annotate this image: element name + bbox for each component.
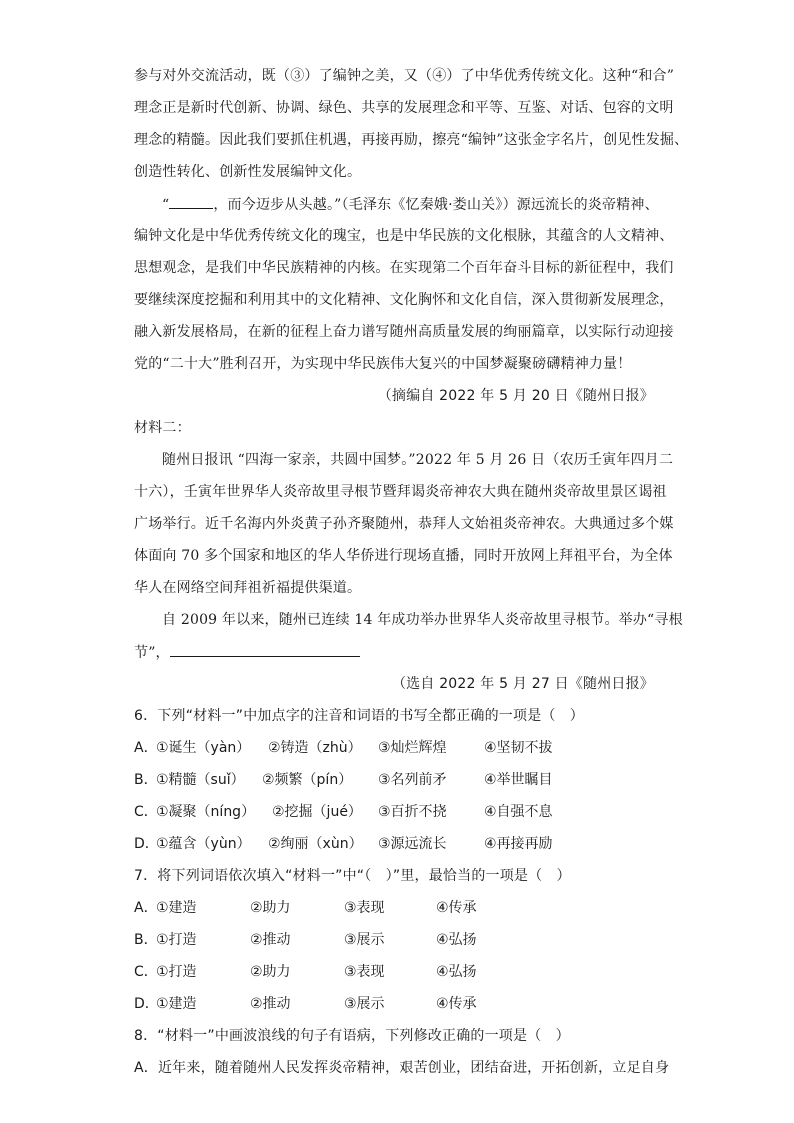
option-item: ②绚丽（xùn） xyxy=(268,836,363,852)
question-7-stem: 7．将下列词语依次填入“材料一”中“（ ）”里，最恰当的一项是（ ） xyxy=(134,868,571,884)
option-item: ④举世瞩目 xyxy=(484,772,553,788)
question-8-stem: 8．“材料一”中画波浪线的句子有语病，下列修改正确的一项是（ ） xyxy=(134,1028,570,1044)
material2-p1-line: 广场举行。近千名海内外炎黄子孙齐聚随州，恭拜人文始祖炎帝神农。大典通过多个媒 xyxy=(134,516,674,532)
material2-p1-line: 十六），壬寅年世界华人炎帝故里寻根节暨拜谒炎帝神农大典在随州炎帝故里景区谒祖 xyxy=(134,484,667,500)
option-letter: B． xyxy=(134,772,158,788)
option-item: ①蕴含（yùn） xyxy=(156,836,251,852)
material1-p2-line: 要继续深度挖掘和利用其中的文化精神、文化胸怀和文化自信，深入贯彻新发展理念， xyxy=(134,292,674,308)
option-item: ②铸造（zhù） xyxy=(268,740,362,756)
open-quote: “ xyxy=(162,197,170,213)
material1-p1-line: 理念正是新时代创新、协调、绿色、共享的发展理念和平等、互鉴、对话、包容的文明 xyxy=(134,100,674,116)
option-item: ②推动 xyxy=(250,932,291,948)
option-item: ①建造 xyxy=(156,900,197,916)
material2-p1-line: 体面向 70 多个国家和地区的华人华侨进行现场直播，同时开放网上拜祖平台，为全体 xyxy=(134,548,673,564)
option-item: ④坚韧不拔 xyxy=(484,740,553,756)
material2-heading: 材料二： xyxy=(134,420,191,436)
option-item: ④传承 xyxy=(436,996,477,1012)
option-item: ④弘扬 xyxy=(436,964,477,980)
option-letter: A． xyxy=(134,740,158,756)
material2-p2-line xyxy=(134,642,674,663)
option-item: ③表现 xyxy=(344,964,385,980)
option-item: ③名列前矛 xyxy=(378,772,447,788)
option-item: ④自强不息 xyxy=(484,804,553,820)
option-item: ②推动 xyxy=(250,996,291,1012)
material2-p2-line: 自 2009 年以来，随州已连续 14 年成功举办世界华人炎帝故里寻根节。举办“寻根 xyxy=(162,612,683,628)
option-item: ③百折不挠 xyxy=(378,804,447,820)
material2-p1-line: 华人在网络空间拜祖祈福提供渠道。 xyxy=(134,580,362,596)
material1-p1-line: 创造性转化、创新性发展编钟文化。 xyxy=(134,164,362,180)
option-item: ①凝聚（níng） xyxy=(156,804,256,820)
material1-p2-line: 编钟文化是中华优秀传统文化的瑰宝，也是中华民族的文化根脉，其蕴含的人文精神、 xyxy=(134,228,674,244)
option-item: ①打造 xyxy=(156,964,197,980)
option-letter: B． xyxy=(134,932,158,948)
material1-p2-line: 融入新发展格局，在新的征程上奋力谱写随州高质量发展的绚丽篇章，以实际行动迎接 xyxy=(134,324,674,340)
option-item: ③展示 xyxy=(344,996,385,1012)
option-item: ④弘扬 xyxy=(436,932,477,948)
answer-blank[interactable] xyxy=(170,642,360,657)
option-item: ③灿烂辉煌 xyxy=(378,740,447,756)
question-6-stem: 6．下列“材料一”中加点字的注音和词语的书写全都正确的一项是（ ） xyxy=(134,708,585,724)
option-item: ③源远流长 xyxy=(378,836,447,852)
poem-line-rest: ，而今迈步从头越。”（毛泽东《忆秦娥·娄山关》）源远流长的炎帝精神、 xyxy=(213,197,659,213)
option-item: ②挖掘（jué） xyxy=(272,804,362,820)
option-letter: D． xyxy=(134,996,159,1012)
option-item: ①诞生（yàn） xyxy=(156,740,251,756)
material1-p1-line: 参与对外交流活动，既（③）了编钟之美，又（④）了中华优秀传统文化。这种“和合” xyxy=(134,68,675,84)
material1-p2-line: 党的“二十大”胜利召开，为实现中华民族伟大复兴的中国梦凝聚磅礴精神力量！ xyxy=(134,356,632,372)
material1-source: （摘编自 2022 年 5 月 20 日《随州日报》 xyxy=(377,388,654,404)
option-item: ③展示 xyxy=(344,932,385,948)
option-letter: C． xyxy=(134,964,158,980)
option-item: ④传承 xyxy=(436,900,477,916)
option-letter: C． xyxy=(134,804,158,820)
material1-p1-line: 理念的精髓。因此我们要抓住机遇，再接再励，擦亮“编钟”这张金字名片，创见性发掘、 xyxy=(134,132,689,148)
material1-p2-first-line xyxy=(162,194,702,215)
material2-p1-line: 随州日报讯 “四海一家亲，共圆中国梦。”2022 年 5 月 26 日（农历壬寅年四月二 xyxy=(162,452,674,468)
question-8-option-a[interactable]: A．近年来，随着随州人民发挥炎帝精神，艰苦创业，团结奋进，开拓创新，立足自身 xyxy=(134,1060,670,1076)
option-item: ①打造 xyxy=(156,932,197,948)
material1-p2-line: 思想观念，是我们中华民族精神的内核。在实现第二个百年奋斗目标的新征程中，我们 xyxy=(134,260,674,276)
material2-p2-prefix: 节”， xyxy=(134,645,170,661)
material2-source: （选自 2022 年 5 月 27 日《随州日报》 xyxy=(391,676,654,692)
option-letter: D． xyxy=(134,836,159,852)
option-item: ②频繁（pín） xyxy=(262,772,353,788)
option-item: ④再接再励 xyxy=(484,836,553,852)
option-item: ③表现 xyxy=(344,900,385,916)
option-item: ②助力 xyxy=(250,964,291,980)
fill-blank[interactable] xyxy=(169,194,213,209)
option-item: ①建造 xyxy=(156,996,197,1012)
option-item: ①精髓（suǐ） xyxy=(156,772,245,788)
option-item: ②助力 xyxy=(250,900,291,916)
option-letter: A． xyxy=(134,900,158,916)
